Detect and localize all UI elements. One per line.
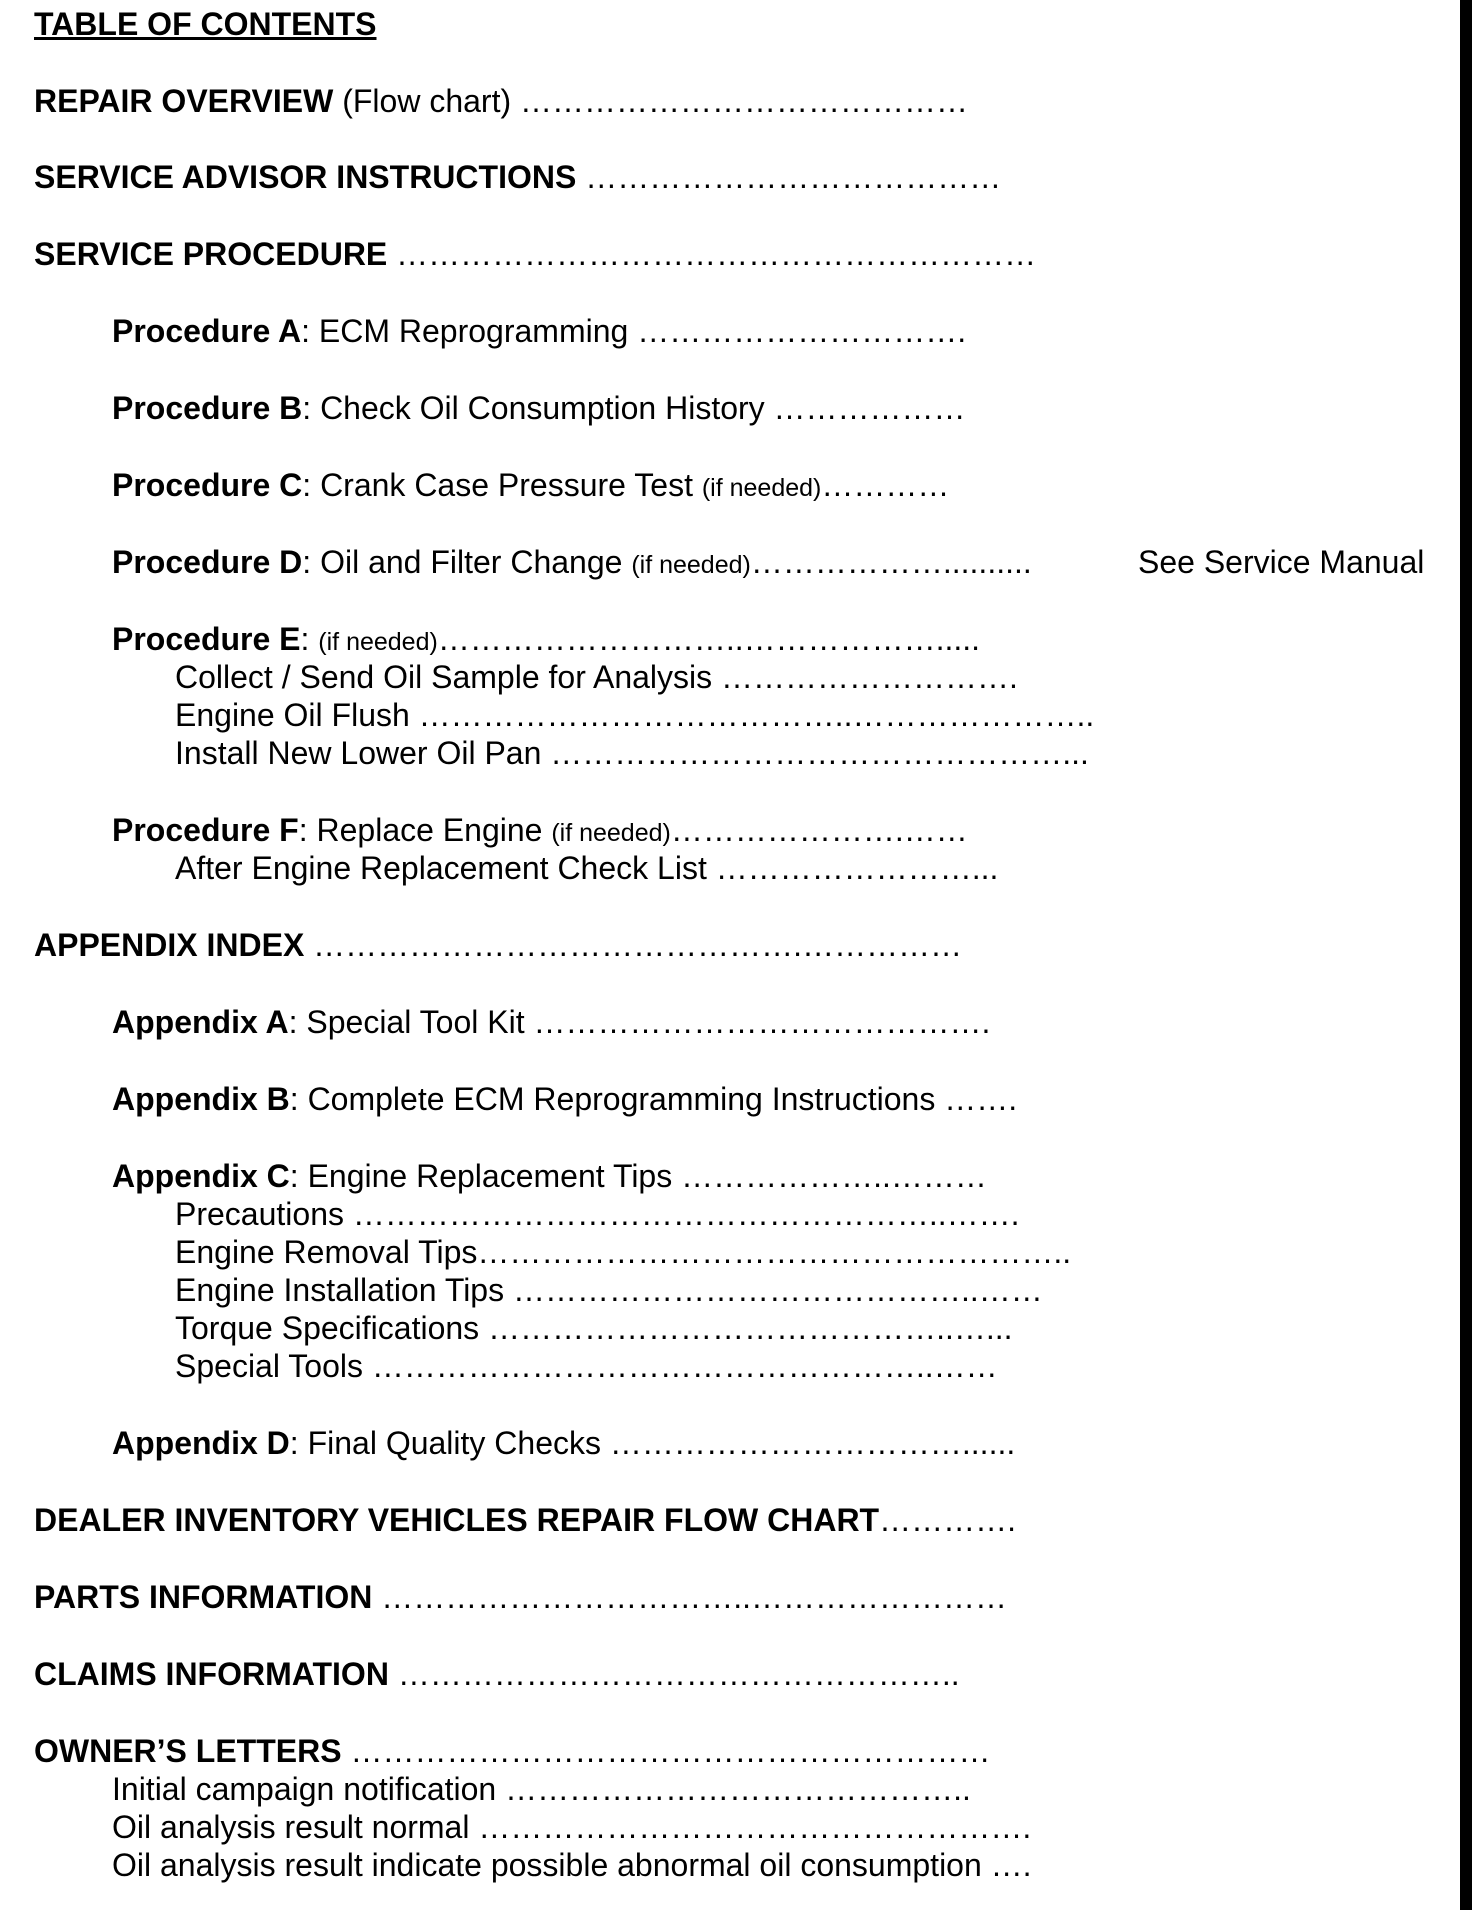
entry-label: APPENDIX INDEX [34, 927, 305, 963]
entry-text: : ECM Reprogramming [301, 313, 638, 349]
toc-entry-dealer-inventory-flow-chart[interactable] [34, 1501, 1016, 1539]
toc-subentry-engine-removal-tips[interactable] [175, 1233, 1071, 1271]
toc-subentry-oil-sample[interactable] [175, 658, 1018, 696]
entry-text: Engine Installation Tips [175, 1272, 513, 1308]
toc-entry-appendix-d[interactable] [112, 1424, 1015, 1462]
toc-subentry-engine-installation-tips[interactable] [175, 1271, 1043, 1309]
entry-text: After Engine Replacement Check List [175, 850, 716, 886]
entry-label: DEALER INVENTORY VEHICLES REPAIR FLOW CHART [34, 1502, 880, 1538]
leader-dots: ………………..……… [681, 1158, 987, 1194]
leader-dots: ………… [821, 467, 950, 503]
entry-text: Install New Lower Oil Pan [175, 735, 551, 771]
entry-text: : Complete ECM Reprogramming Instructions [289, 1081, 945, 1117]
leader-dots: ………………………………………………..……. [352, 1196, 1020, 1232]
entry-label: Procedure C [112, 467, 303, 503]
entry-note: (if needed) [631, 551, 751, 579]
entry-label: SERVICE PROCEDURE [34, 236, 388, 272]
leader-dots: …………………………………………………… [387, 236, 1037, 272]
entry-label: Appendix A [112, 1004, 289, 1040]
toc-entry-procedure-e[interactable] [112, 620, 980, 658]
leader-dots: …………………………………………... [550, 735, 1089, 771]
leader-dots: ……………….......... [750, 544, 1032, 580]
leader-dots: …………………………………………….. [388, 1656, 960, 1692]
entry-label: PARTS INFORMATION [34, 1579, 373, 1615]
entry-note: (if needed) [701, 474, 822, 502]
entry-note: (if needed) [318, 628, 438, 656]
page-title: TABLE OF CONTENTS [34, 6, 377, 42]
entry-label: Procedure B [112, 390, 303, 426]
entry-text: : Engine Replacement Tips [289, 1158, 682, 1194]
entry-text: : [300, 621, 319, 657]
entry-text: : Check Oil Consumption History [302, 390, 774, 426]
toc-subentry-special-tools[interactable] [175, 1347, 998, 1385]
leader-dots: ………………………………… [576, 159, 1002, 195]
toc-entry-service-advisor[interactable] [34, 158, 1001, 196]
toc-entry-claims-information[interactable] [34, 1655, 960, 1693]
leader-dots: ……………………………………………. [478, 1809, 1032, 1845]
toc-entry-owners-letters[interactable] [34, 1732, 990, 1770]
entry-text: : Replace Engine [298, 812, 552, 848]
leader-dots: ……………………………………..…... [488, 1310, 1013, 1346]
leader-dots: …………. [879, 1502, 1016, 1538]
toc-entry-procedure-f[interactable] [112, 811, 968, 849]
leader-dots: ……………………………..…………………… [372, 1579, 1008, 1615]
leader-dots: ……………………………………..…… [512, 1272, 1043, 1308]
leader-dots: ……………………... [715, 850, 999, 886]
toc-subentry-initial-notification[interactable] [112, 1770, 971, 1808]
leader-dots: …………………………………… [520, 83, 968, 119]
leader-dots: ……………… [773, 390, 966, 426]
leader-dots: ……………………………………………….. [477, 1234, 1072, 1270]
leader-dots: ……………………………...... [609, 1425, 1016, 1461]
toc-subentry-precautions[interactable] [175, 1195, 1020, 1233]
entry-text: Oil analysis result indicate possible abnormal oil consumption [112, 1847, 991, 1883]
entry-label: REPAIR OVERVIEW [34, 83, 334, 119]
toc-entry-appendix-c[interactable] [112, 1157, 987, 1195]
leader-dots: …………………………………….. [505, 1771, 971, 1807]
entry-text: : Crank Case Pressure Test [302, 467, 702, 503]
toc-subentry-engine-replacement-checklist[interactable] [175, 849, 998, 887]
entry-label: OWNER’S LETTERS [34, 1733, 342, 1769]
see-service-manual-ref: See Service Manual [1138, 544, 1425, 580]
leader-dots: ………………………..………………..... [437, 621, 981, 657]
leader-dots: …………………………. [637, 313, 967, 349]
toc-subentry-lower-oil-pan[interactable] [175, 734, 1089, 772]
entry-label: Appendix C [112, 1158, 290, 1194]
leader-dots: ……………………………………….…………… [304, 927, 963, 963]
entry-label: Appendix D [112, 1425, 290, 1461]
entry-text: : Special Tool Kit [288, 1004, 534, 1040]
entry-text: Initial campaign notification [112, 1771, 506, 1807]
toc-subentry-oil-analysis-normal[interactable] [112, 1808, 1031, 1846]
leader-dots: …………………………………..………………….. [418, 697, 1095, 733]
entry-label: Appendix B [112, 1081, 290, 1117]
entry-label: CLAIMS INFORMATION [34, 1656, 389, 1692]
toc-entry-procedure-d[interactable] [112, 543, 1032, 581]
toc-entry-parts-information[interactable] [34, 1578, 1007, 1616]
toc-entry-procedure-a[interactable] [112, 312, 966, 350]
entry-text: Engine Removal Tips [175, 1234, 478, 1270]
entry-text: Precautions [175, 1196, 353, 1232]
toc-entry-appendix-b[interactable] [112, 1080, 1017, 1118]
leader-dots: …. [990, 1847, 1032, 1883]
entry-text: Collect / Send Oil Sample for Analysis [175, 659, 722, 695]
entry-label: SERVICE ADVISOR INSTRUCTIONS [34, 159, 577, 195]
toc-subentry-torque-specifications[interactable] [175, 1309, 1013, 1347]
entry-text: Special Tools [175, 1348, 372, 1384]
toc-entry-procedure-c[interactable] [112, 466, 949, 504]
entry-label: Procedure F [112, 812, 299, 848]
entry-text: Torque Specifications [175, 1310, 489, 1346]
toc-entry-repair-overview[interactable] [34, 82, 968, 120]
entry-label: Procedure D [112, 544, 303, 580]
entry-label: Procedure A [112, 313, 302, 349]
leader-dots: ………………….…… [670, 812, 968, 848]
leader-dots: ……. [944, 1081, 1018, 1117]
toc-subentry-oil-analysis-abnormal[interactable] [112, 1846, 1032, 1884]
toc-entry-service-procedure[interactable] [34, 235, 1036, 273]
toc-subentry-engine-oil-flush[interactable] [175, 696, 1094, 734]
toc-entry-procedure-b[interactable] [112, 389, 966, 427]
leader-dots: ……………………………………. [533, 1004, 991, 1040]
entry-text: Oil analysis result normal [112, 1809, 479, 1845]
entry-suffix: (Flow chart) [333, 83, 520, 119]
leader-dots: ………………………. [721, 659, 1018, 695]
page-edge-bar [1460, 0, 1472, 1910]
entry-text: Engine Oil Flush [175, 697, 419, 733]
toc-entry-appendix-a[interactable] [112, 1003, 990, 1041]
toc-entry-appendix-index[interactable] [34, 926, 962, 964]
entry-note: (if needed) [551, 819, 671, 847]
entry-text: : Final Quality Checks [289, 1425, 610, 1461]
leader-dots: ……………………………………………..…… [371, 1348, 998, 1384]
entry-text: : Oil and Filter Change [302, 544, 632, 580]
entry-label: Procedure E [112, 621, 301, 657]
leader-dots: …………………………………………………… [341, 1733, 991, 1769]
